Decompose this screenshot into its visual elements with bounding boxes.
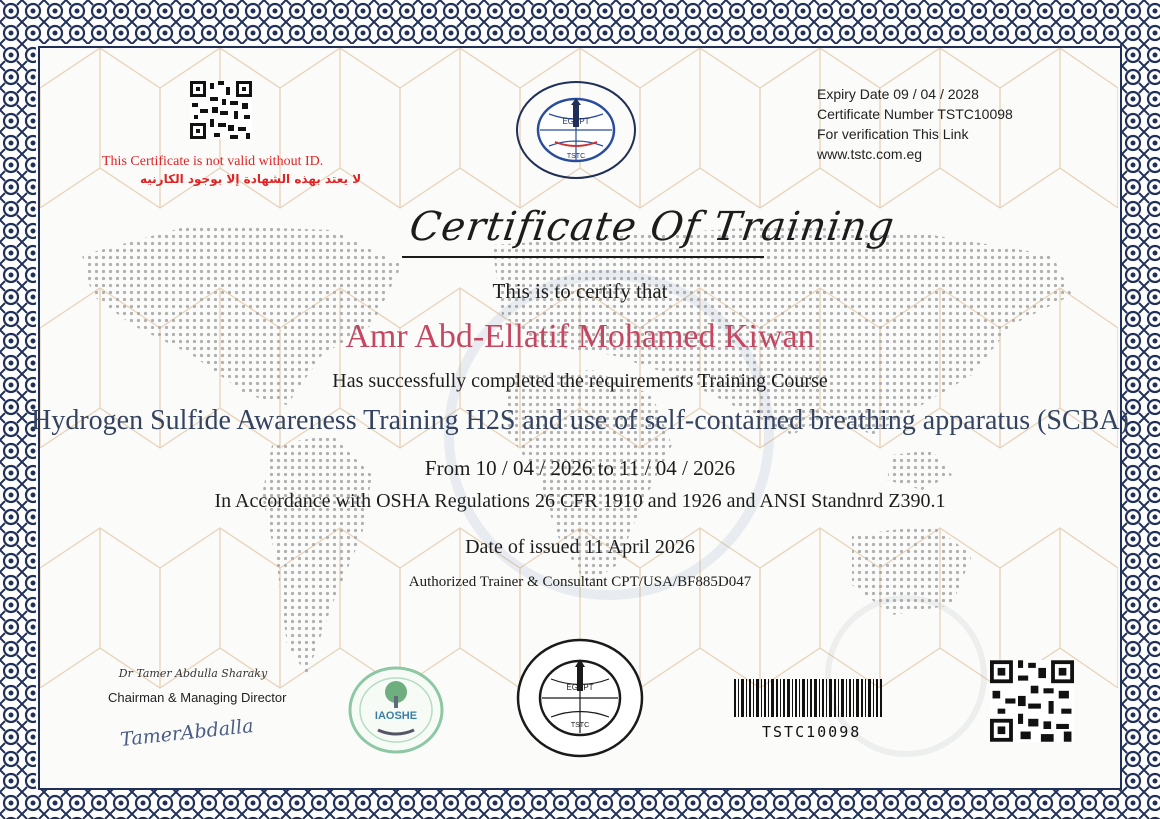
qr-code-verification-icon (990, 660, 1074, 742)
certificate-number: Certificate Number TSTC10098 (817, 106, 1013, 122)
signatory-name: Dr Tamer Abdulla Sharaky (118, 667, 268, 680)
certify-intro: This is to certify that (492, 279, 668, 303)
course-name: Hydrogen Sulfide Awareness Training H2S and use of self-contained breathing apparatus (SCBA) (31, 405, 1129, 436)
barcode (734, 679, 882, 717)
logo-country: EGYPT (562, 117, 590, 126)
id-notice-arabic: لا يعتد بهذه الشهادة إلا بوجود الكارنيه (140, 172, 362, 186)
title-underline (402, 256, 764, 258)
certificate-title: Certificate Of Training (406, 204, 898, 250)
verification-label: For verification This Link (817, 126, 969, 142)
signatory-role: Chairman & Managing Director (108, 690, 287, 705)
id-notice-english: This Certificate is not valid without ID. (102, 154, 324, 169)
logo-abbr: TSTC (566, 153, 586, 160)
stamp-abbr: TSTC (570, 722, 590, 729)
barcode-number: TSTC10098 (762, 723, 862, 741)
stamp-country: EGYPT (566, 683, 594, 692)
expiry-date: Expiry Date 09 / 04 / 2028 (817, 86, 979, 102)
course-dates: From 10 / 04 / 2026 to 11 / 04 / 2026 (424, 456, 736, 480)
recipient-name: Amr Abd-Ellatif Mohamed Kiwan (345, 318, 815, 355)
certificate-details (817, 84, 1013, 164)
regulations-statement: In Accordance with OSHA Regulations 26 CFR 1910 and 1926 and ANSI Standnrd Z390.1 (214, 490, 946, 512)
iaoshe-badge (348, 666, 444, 754)
verification-link[interactable]: www.tstc.com.eg (817, 146, 923, 162)
issue-date: Date of issued 11 April 2026 (465, 536, 695, 558)
iaoshe-label: IAOSHE (374, 710, 418, 722)
handwritten-signature: TamerAbdalla (119, 715, 255, 751)
trainer-id: Authorized Trainer & Consultant CPT/USA/BF885D047 (408, 574, 752, 590)
completion-statement: Has successfully completed the requirements Training Course (332, 370, 828, 392)
tstc-logo-top (515, 80, 637, 180)
tstc-stamp-bottom (515, 637, 645, 759)
qr-code-icon (190, 81, 252, 139)
